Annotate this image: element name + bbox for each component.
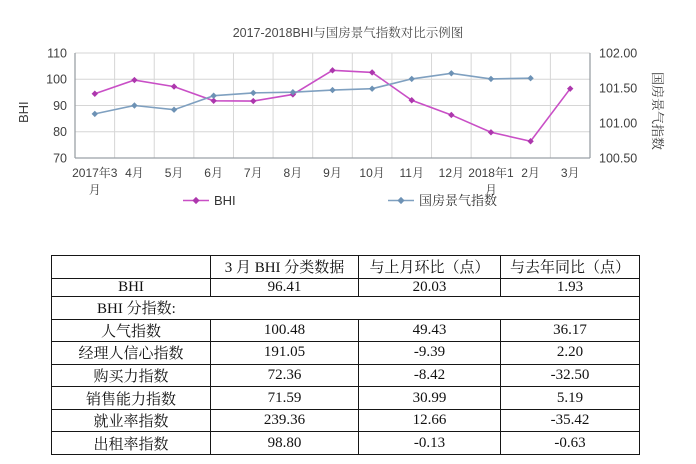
left-axis-tick-label: 110: [47, 46, 67, 61]
bhi-data-point: [131, 77, 137, 83]
table-row: [52, 319, 640, 342]
legend-marker-diamond-icon: [192, 197, 199, 204]
table-value-cell: 1.93: [501, 278, 640, 296]
table-row-label: 经理人信心指数: [52, 342, 211, 365]
table-value-cell: 72.36: [211, 364, 359, 387]
table-value-cell: -8.42: [359, 364, 501, 387]
table-row: [52, 342, 640, 365]
x-axis-tick-label: 12月: [438, 166, 465, 180]
table-header-cell: 与去年同比（点）: [501, 256, 640, 279]
table-value-cell: 36.17: [501, 319, 640, 342]
bhi-data-point: [250, 98, 256, 104]
index-data-point: [369, 86, 375, 92]
legend-marker-diamond-icon: [397, 197, 404, 204]
table-row-label: 出租率指数: [52, 432, 211, 455]
x-axis-tick-label: 10月: [359, 166, 385, 180]
table-row: [52, 432, 640, 455]
x-axis-tick-label: 8月: [283, 166, 303, 180]
left-axis-tick-label: 70: [53, 151, 67, 166]
index-data-point: [527, 75, 533, 81]
table-row: [52, 297, 640, 320]
table-value-cell: -32.50: [501, 364, 640, 387]
left-axis-tick-label: 90: [53, 98, 67, 113]
table-row: [52, 387, 640, 410]
index-data-point: [250, 90, 256, 96]
table-value-cell: 98.80: [211, 432, 359, 455]
right-axis-tick-label: 101.00: [599, 116, 638, 131]
right-axis-tick-label: 102.00: [599, 46, 638, 61]
left-axis-title: BHI: [16, 101, 31, 123]
right-axis-tick-label: 100.50: [599, 151, 638, 166]
x-axis-tick-label: 7月: [243, 166, 263, 180]
table-value-cell: 191.05: [211, 342, 359, 365]
index-data-point: [448, 70, 454, 76]
index-data-point: [409, 76, 415, 82]
x-axis-tick-label: 3月: [560, 166, 580, 180]
left-axis-tick-label: 100: [46, 72, 67, 87]
x-axis-tick-label: 2018年1: [468, 166, 514, 180]
table-value-cell: 20.03: [359, 278, 501, 296]
table-value-cell: -0.13: [359, 432, 501, 455]
table-value-cell: -35.42: [501, 409, 640, 432]
table-header-cell: 3 月 BHI 分类数据: [211, 256, 359, 279]
comparison-table: [51, 255, 640, 455]
bhi-data-point: [448, 112, 454, 118]
table-value-cell: 100.48: [211, 319, 359, 342]
x-axis-tick-label: 2017年3: [72, 166, 118, 180]
table-row-label: 销售能力指数: [52, 387, 211, 410]
x-axis-tick-label: 5月: [164, 166, 184, 180]
x-axis-tick-label: 9月: [323, 166, 342, 180]
table-section-label: BHI 分指数:: [52, 297, 640, 320]
right-axis-tick-label: 101.50: [599, 81, 638, 96]
table-value-cell: 71.59: [211, 387, 359, 410]
x-axis-tick-label: 月: [484, 183, 497, 197]
table-value-cell: 2.20: [501, 342, 640, 365]
table-header-empty-cell: [52, 256, 211, 279]
bhi-data-point: [488, 129, 494, 135]
index-data-point: [92, 111, 98, 117]
table-row: [52, 364, 640, 387]
table-value-cell: 239.36: [211, 409, 359, 432]
x-axis-tick-label: 11月: [399, 166, 424, 180]
table-value-cell: 12.66: [359, 409, 501, 432]
x-axis-tick-label: 4月: [125, 166, 144, 180]
table-header-cell: 与上月环比（点）: [359, 256, 501, 279]
table-row-label: BHI: [52, 278, 211, 296]
table-row-label: 购买力指数: [52, 364, 211, 387]
index-data-point: [131, 102, 137, 108]
right-axis-title: 国房景气指数: [650, 72, 665, 151]
table-value-cell: 30.99: [359, 387, 501, 410]
bhi-data-point: [92, 91, 98, 97]
comparison-table-body: [52, 256, 640, 455]
index-data-point: [329, 87, 335, 93]
x-axis-tick-label: 月: [88, 183, 101, 197]
legend-label: BHI: [214, 193, 236, 209]
index-data-point: [488, 76, 494, 82]
chart-title: 2017-2018BHI与国房景气指数对比示例图: [232, 26, 464, 40]
table-row-label: 人气指数: [52, 319, 211, 342]
table-value-cell: 5.19: [501, 387, 640, 410]
table-value-cell: 96.41: [211, 278, 359, 296]
table-value-cell: -0.63: [501, 432, 640, 455]
x-axis-tick-label: 6月: [204, 166, 223, 180]
x-axis-tick-label: 2月: [521, 166, 540, 180]
index-data-point: [171, 107, 177, 113]
table-row: [52, 278, 640, 296]
index-data-point: [210, 93, 216, 99]
bhi-data-point: [171, 83, 177, 89]
table-value-cell: -9.39: [359, 342, 501, 365]
table-value-cell: 49.43: [359, 319, 501, 342]
table-row-label: 就业率指数: [52, 409, 211, 432]
left-axis-tick-label: 80: [53, 125, 67, 140]
table-header-row: [52, 256, 640, 279]
table-row: [52, 409, 640, 432]
legend-label: 国房景气指数: [419, 193, 498, 209]
